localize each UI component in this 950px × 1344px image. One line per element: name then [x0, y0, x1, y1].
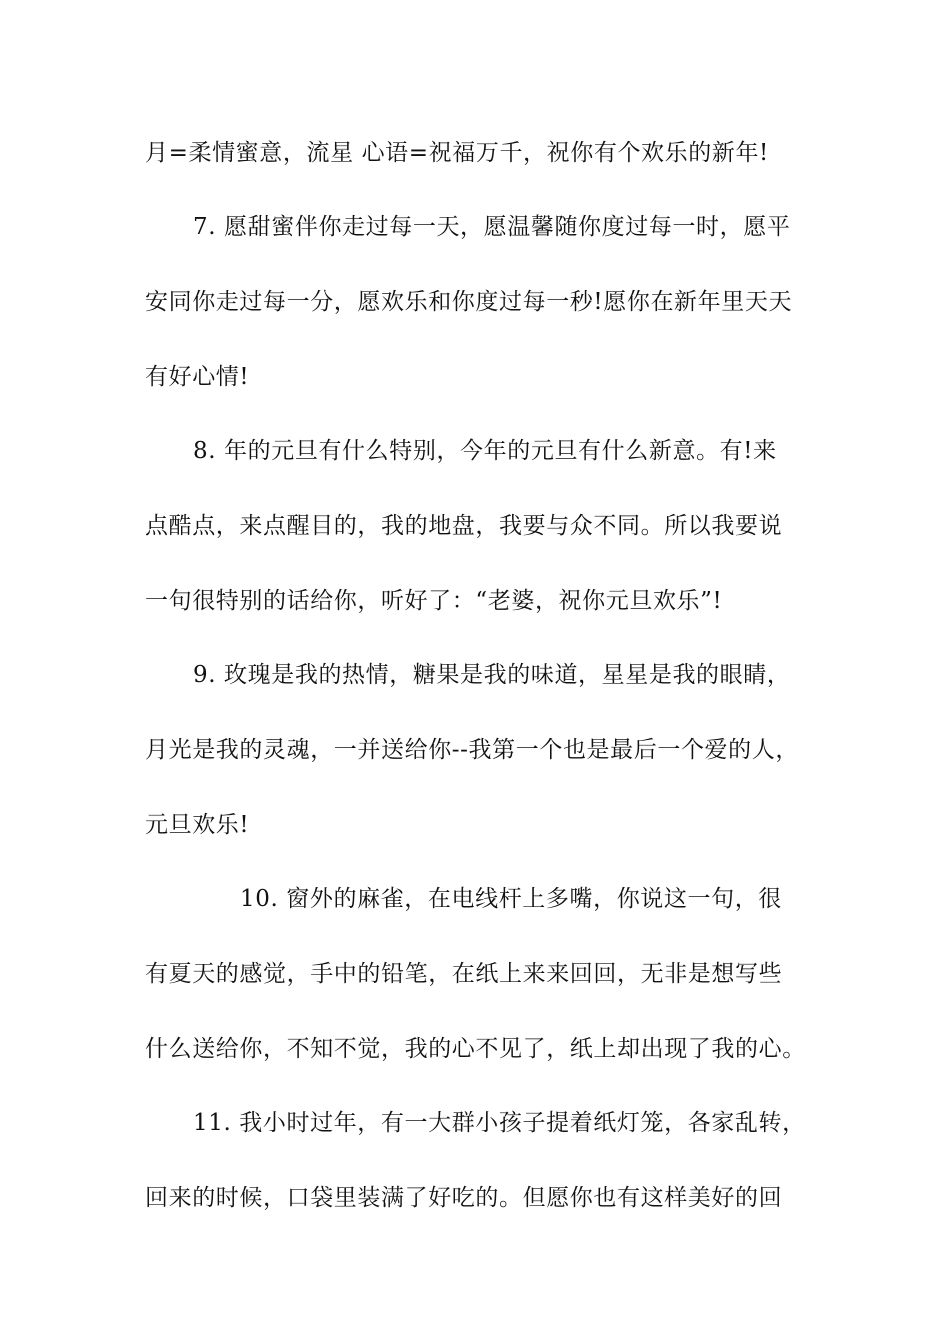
text-line: 7. 愿甜蜜伴你走过每一天，愿温馨随你度过每一时，愿平	[193, 214, 791, 240]
text-line: 月=柔情蜜意，流星 心语=祝福万千，祝你有个欢乐的新年!	[145, 140, 769, 166]
text-line: 什么送给你，不知不觉，我的心不见了，纸上却出现了我的心。	[145, 1036, 806, 1062]
text-line: 11. 我小时过年，有一大群小孩子提着纸灯笼，各家乱转，	[193, 1110, 806, 1136]
text-line: 一句很特别的话给你，听好了：“老婆，祝你元旦欢乐”!	[145, 588, 723, 614]
text-line: 月光是我的灵魂，一并送给你--我第一个也是最后一个爱的人，	[145, 737, 799, 763]
text-line: 有好心情!	[145, 364, 250, 390]
text-line: 9. 玫瑰是我的热情，糖果是我的味道，星星是我的眼睛，	[193, 662, 791, 688]
text-line: 安同你走过每一分，愿欢乐和你度过每一秒!愿你在新年里天天	[145, 289, 793, 315]
text-line: 元旦欢乐!	[145, 812, 250, 838]
text-line: 8. 年的元旦有什么特别，今年的元旦有什么新意。有!来	[193, 438, 777, 464]
text-line: 点酷点，来点醒目的，我的地盘，我要与众不同。所以我要说	[145, 513, 783, 539]
text-line: 10. 窗外的麻雀，在电线杆上多嘴，你说这一句，很	[240, 886, 782, 912]
text-line: 回来的时候，口袋里装满了好吃的。但愿你也有这样美好的回	[145, 1185, 783, 1211]
text-line: 有夏天的感觉，手中的铅笔，在纸上来来回回，无非是想写些	[145, 961, 783, 987]
